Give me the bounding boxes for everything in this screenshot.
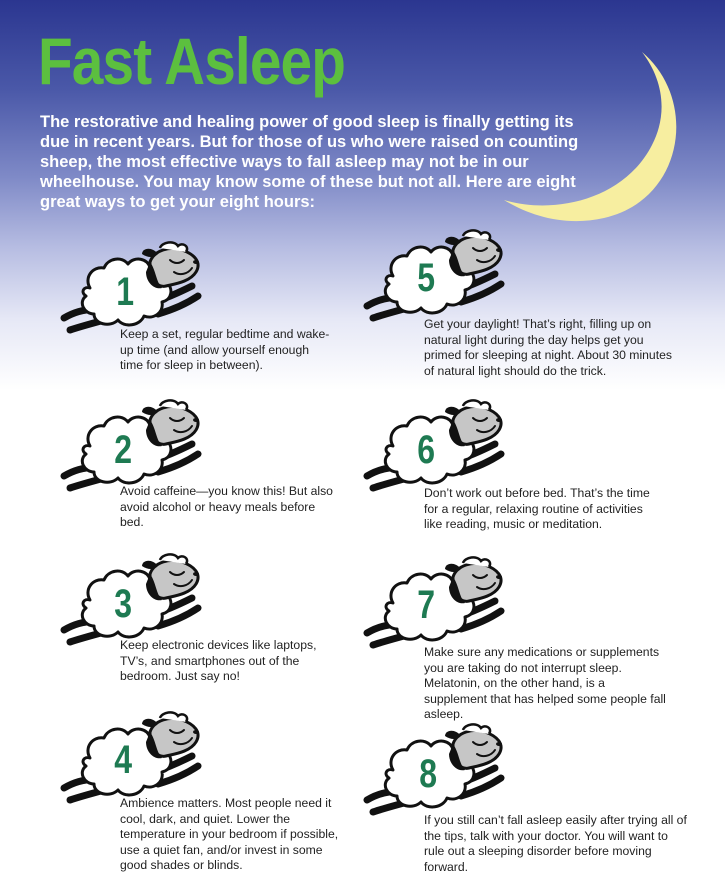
tip-number: 6 xyxy=(417,428,436,472)
tip-number: 5 xyxy=(417,256,436,300)
sheep-icon xyxy=(365,228,525,328)
sheep-icon xyxy=(62,710,222,810)
tip-text: Get your daylight! That’s right, filling up on natural light during the day helps get you primed for sleeping at night. About 30 minutes of natural light should do the trick. xyxy=(424,317,672,378)
tip-text: Don’t work out before bed. That’s the time for a regular, relaxing routine of activities like reading, music or meditation. xyxy=(424,486,650,531)
tip-number: 8 xyxy=(419,752,438,796)
sheep-icon xyxy=(365,398,525,498)
moon-icon xyxy=(494,50,684,230)
tip-text: Keep electronic devices like laptops, TV’s, and smartphones out of the bedroom. Just say no! xyxy=(120,638,317,683)
page-title: Fast Asleep xyxy=(38,24,346,98)
tip-number: 7 xyxy=(417,583,436,627)
tip-text: Keep a set, regular bedtime and wake-up time (and allow yourself enough time for sleep in between). xyxy=(120,327,330,372)
tip-text: Ambience matters. Most people need it cool, dark, and quiet. Lower the temperature in your bedroom if possible, use a quiet fan, and/or invest in some good shades or blinds. xyxy=(120,796,339,872)
sheep-icon xyxy=(62,398,222,498)
sheep-icon xyxy=(365,555,525,655)
tip-text: If you still can’t fall asleep easily after trying all of the tips, talk with your doctor. You will want to rule out a sleeping disorder before moving forward. xyxy=(424,813,687,874)
tip-text: Make sure any medications or supplements you are taking do not interrupt sleep. Melatonin, on the other hand, is a supplement that has helped some people fall asleep. xyxy=(424,645,666,721)
intro-paragraph: The restorative and healing power of good sleep is finally getting its due in recent years. But for those of us who were raised on counting sheep, the most effective ways to fall asleep may not be in our wheelhouse. You may know some of these but not all. Here are eight great ways to get your eight hours: xyxy=(40,113,579,211)
sheep-icon xyxy=(62,552,222,652)
tip-number: 1 xyxy=(116,270,135,314)
sheep-icon xyxy=(62,240,222,340)
sheep-icon xyxy=(365,722,525,822)
tip-number: 2 xyxy=(114,428,133,472)
tip-number: 4 xyxy=(114,738,133,782)
tip-text: Avoid caffeine—you know this! But also avoid alcohol or heavy meals before bed. xyxy=(120,484,333,529)
tip-number: 3 xyxy=(114,582,133,626)
